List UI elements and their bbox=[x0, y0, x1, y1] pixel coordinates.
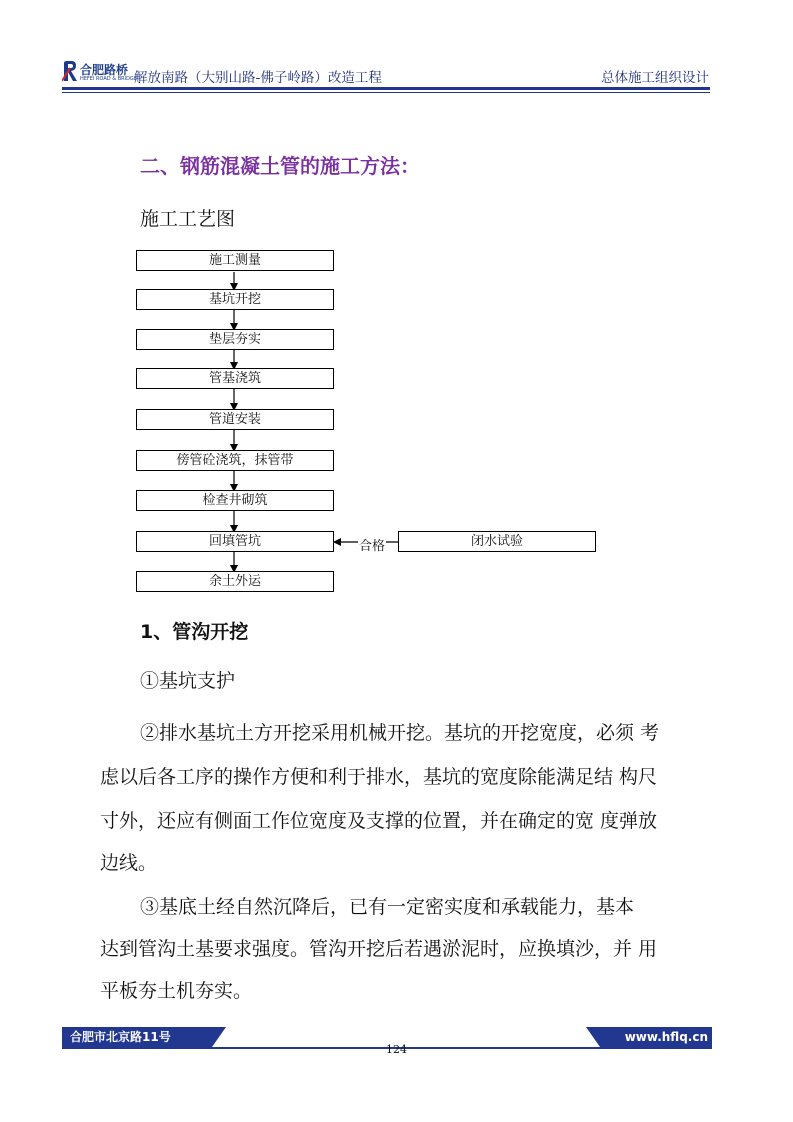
logo-subtext: HEFEI ROAD & BRIDGE bbox=[80, 76, 137, 82]
flow-step-excavation: 基坑开挖 bbox=[136, 289, 334, 310]
page-number: 124 bbox=[386, 1043, 407, 1056]
paragraph-line: ③基底土经自然沉降后，已有一定密实度和承载能力，基本 bbox=[140, 896, 635, 918]
paragraph-line: 达到管沟土基要求强度。管沟开挖后若遇淤泥时，应换填沙，并 用 bbox=[100, 938, 658, 960]
flow-step-pipe-install: 管道安装 bbox=[136, 409, 334, 430]
flowchart-caption: 施工工艺图 bbox=[140, 208, 236, 230]
flow-step-manhole: 检查井砌筑 bbox=[136, 490, 334, 511]
project-title: 解放南路（大别山路-佛子岭路）改造工程 bbox=[134, 70, 382, 86]
item-1-text: ①基坑支护 bbox=[140, 670, 236, 692]
paragraph-line: 平板夯土机夯实。 bbox=[100, 980, 253, 1002]
flow-step-bedding: 垫层夯实 bbox=[136, 329, 334, 350]
flow-step-closed-water-test: 闭水试验 bbox=[398, 531, 596, 552]
paragraph-line: 边线。 bbox=[100, 852, 158, 874]
document-title: 总体施工组织设计 bbox=[601, 70, 709, 86]
paragraph-line: 寸外，还应有侧面工作位宽度及支撑的位置，并在确定的宽 度弹放 bbox=[100, 810, 658, 832]
footer-website: www.hflq.cn bbox=[600, 1027, 712, 1047]
subsection-title: 1、管沟开挖 bbox=[140, 621, 249, 643]
flow-pass-label: 合格 bbox=[358, 535, 386, 554]
flow-step-concrete-band: 傍管砼浇筑，抹管带 bbox=[136, 450, 334, 471]
section-title: 二、钢筋混凝土管的施工方法： bbox=[140, 154, 420, 178]
logo-text: 合肥路桥 bbox=[80, 63, 129, 77]
footer-address: 合肥市北京路11号 bbox=[62, 1027, 212, 1047]
paragraph-line: 虑以后各工序的操作方便和利于排水，基坑的宽度除能满足结 构尺 bbox=[100, 766, 658, 788]
flow-step-backfill: 回填管坑 bbox=[136, 531, 334, 552]
flow-step-survey: 施工测量 bbox=[136, 250, 334, 271]
paragraph-line: ②排水基坑土方开挖采用机械开挖。基坑的开挖宽度，必须 考 bbox=[140, 722, 660, 744]
flow-step-pipe-base: 管基浇筑 bbox=[136, 368, 334, 389]
flow-step-haul-away: 余土外运 bbox=[136, 571, 334, 592]
